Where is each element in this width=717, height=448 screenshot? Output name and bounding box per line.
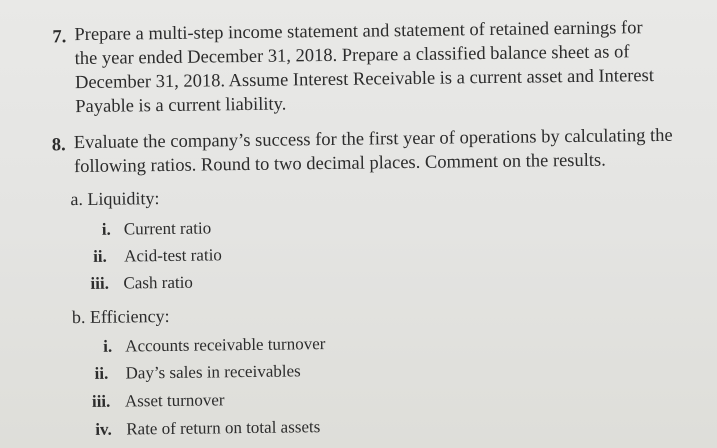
roman-numeral: iii.	[90, 273, 110, 293]
item-text: Acid-test ratio	[124, 245, 222, 266]
question-text-line: Prepare a multi-step income statement and statement of retained earnings for	[74, 18, 643, 46]
question-text-line: following ratios. Round to two decimal places. Comment on the results.	[73, 150, 606, 178]
question-text-line: Evaluate the company’s success for the first year of operations by calculating the	[73, 125, 673, 154]
list-item	[92, 389, 225, 413]
item-text: Day’s sales in receivables	[125, 361, 301, 383]
list-item	[95, 416, 320, 441]
question-number: 7.	[52, 27, 67, 48]
list-item	[90, 272, 193, 295]
list-item	[93, 244, 222, 268]
part-heading-liquidity: a. Liquidity:	[70, 188, 160, 210]
list-item	[102, 217, 212, 240]
roman-numeral: i.	[103, 336, 113, 356]
question-text-line: Payable is a current liability.	[75, 94, 287, 118]
item-text: Accounts receivable turnover	[125, 334, 326, 356]
item-text: Rate of return on total assets	[126, 417, 321, 439]
question-number: 8.	[51, 135, 66, 156]
roman-numeral: ii.	[93, 246, 107, 266]
item-text: Current ratio	[123, 218, 212, 239]
list-item	[94, 360, 300, 385]
roman-numeral: iii.	[91, 391, 111, 411]
item-text: Cash ratio	[123, 272, 193, 293]
question-text-line: December 31, 2018. Assume Interest Receivable is a current asset and Interest	[74, 66, 655, 94]
roman-numeral: ii.	[94, 363, 109, 383]
list-item	[103, 333, 325, 358]
item-text: Asset turnover	[124, 390, 225, 411]
roman-numeral: i.	[101, 219, 111, 239]
roman-numeral: iv.	[95, 419, 112, 439]
part-heading-efficiency: b. Efficiency:	[71, 305, 170, 328]
question-text-line: the year ended December 31, 2018. Prepare a classified balance sheet as of	[74, 42, 630, 70]
